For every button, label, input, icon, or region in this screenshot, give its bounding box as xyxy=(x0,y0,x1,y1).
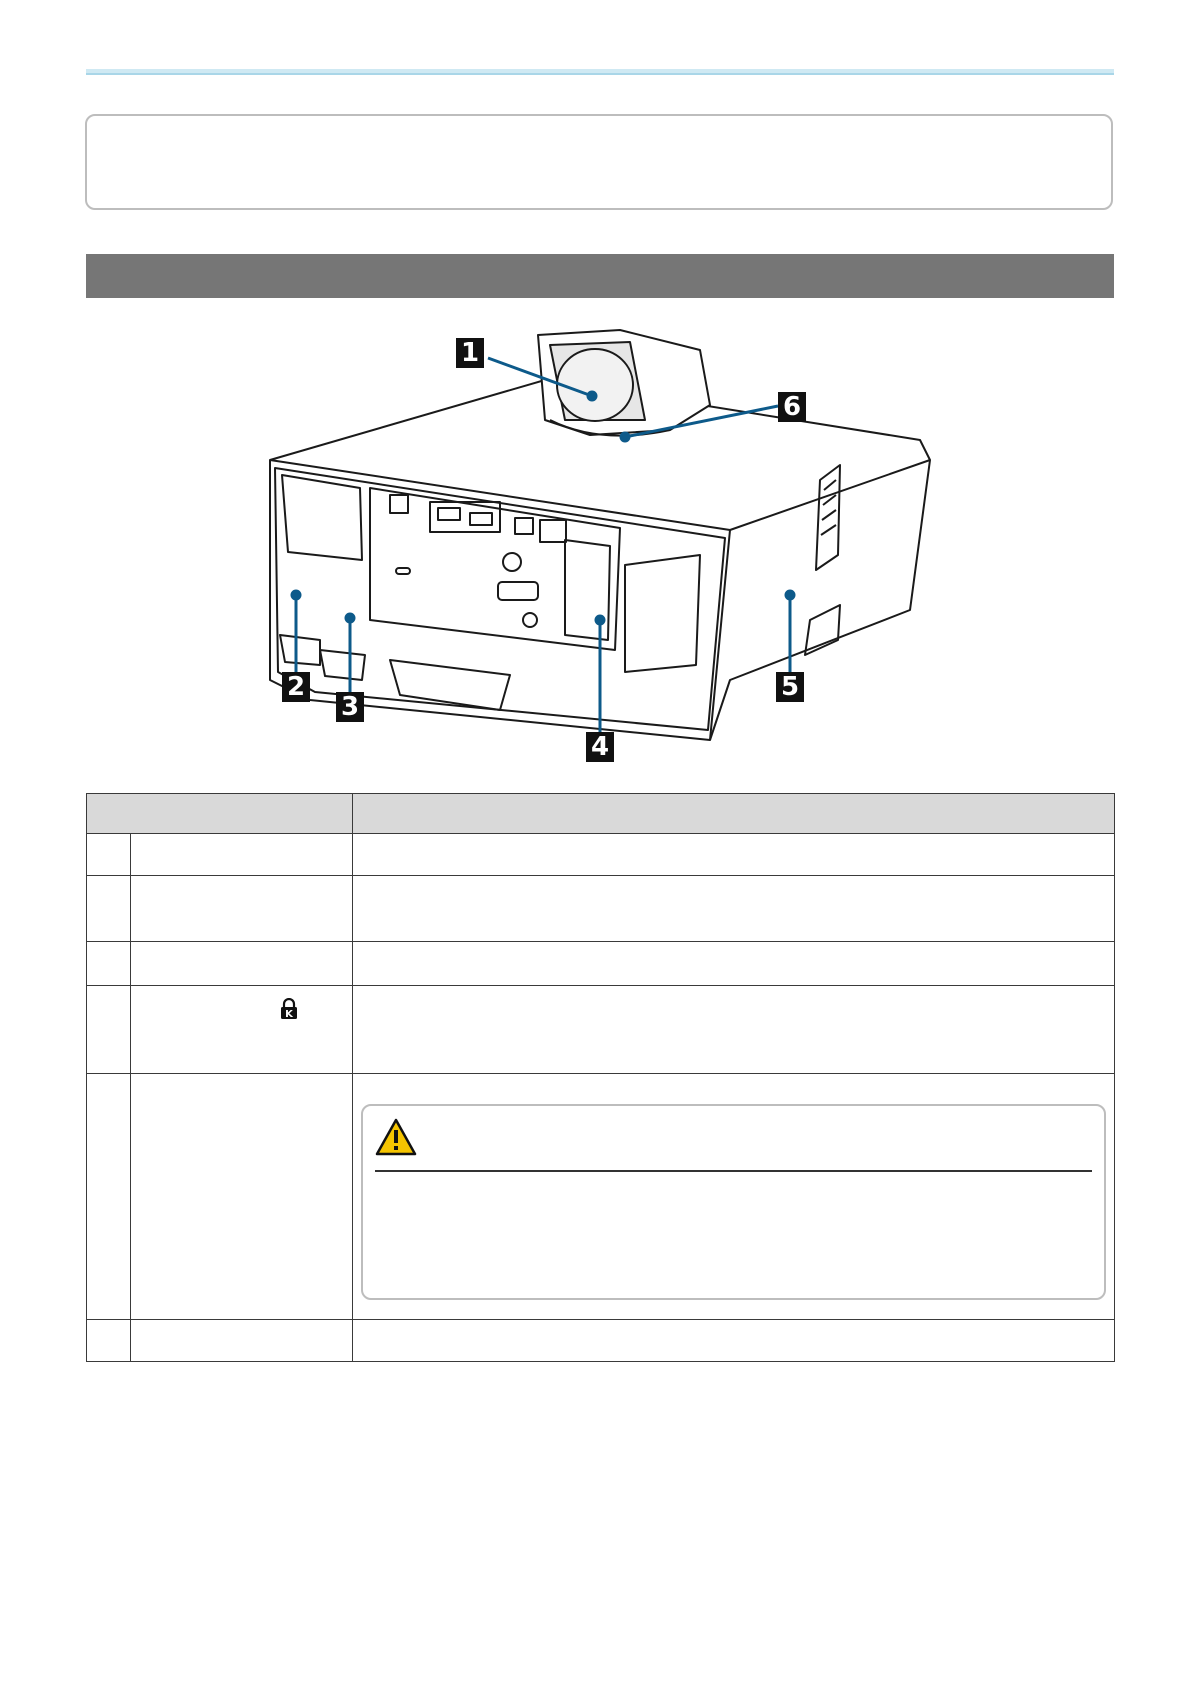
parts-table xyxy=(86,793,1115,1362)
warning-triangle-icon xyxy=(375,1118,417,1161)
row-name-cell xyxy=(131,986,353,1074)
row-number xyxy=(87,986,131,1074)
callout-4: 4 xyxy=(586,732,614,762)
header-function xyxy=(353,794,1115,834)
kensington-lock-icon xyxy=(280,998,298,1025)
row-desc xyxy=(353,942,1115,986)
row-number xyxy=(87,1320,131,1362)
callout-2: 2 xyxy=(282,672,310,702)
row-desc xyxy=(353,834,1115,876)
table-row xyxy=(87,876,1115,942)
row-name xyxy=(131,876,353,942)
warning-box xyxy=(361,1104,1106,1300)
row-desc-with-warning xyxy=(353,1074,1115,1320)
row-number xyxy=(87,876,131,942)
header-name xyxy=(87,794,353,834)
row-number xyxy=(87,834,131,876)
note-box xyxy=(85,114,1113,210)
row-desc xyxy=(353,1074,1114,1090)
row-number xyxy=(87,942,131,986)
callout-6: 6 xyxy=(778,392,806,422)
row-name xyxy=(131,834,353,876)
table-row xyxy=(87,986,1115,1074)
row-name xyxy=(131,1320,353,1362)
row-number xyxy=(87,1074,131,1320)
table-row xyxy=(87,942,1115,986)
warning-divider xyxy=(375,1170,1092,1172)
callout-1: 1 xyxy=(456,338,484,368)
table-header-row xyxy=(87,794,1115,834)
callout-5: 5 xyxy=(776,672,804,702)
header-rule xyxy=(86,69,1114,75)
table-row xyxy=(87,834,1115,876)
projector-rear-illustration xyxy=(230,320,960,780)
row-name xyxy=(131,1074,353,1320)
row-name xyxy=(131,942,353,986)
row-desc xyxy=(353,1320,1115,1362)
svg-text:K: K xyxy=(285,1009,293,1020)
table-row xyxy=(87,1074,1115,1320)
table-row xyxy=(87,1320,1115,1362)
row-desc xyxy=(353,986,1115,1074)
row-desc xyxy=(353,876,1115,942)
section-title-bar xyxy=(86,254,1114,298)
callout-3: 3 xyxy=(336,692,364,722)
